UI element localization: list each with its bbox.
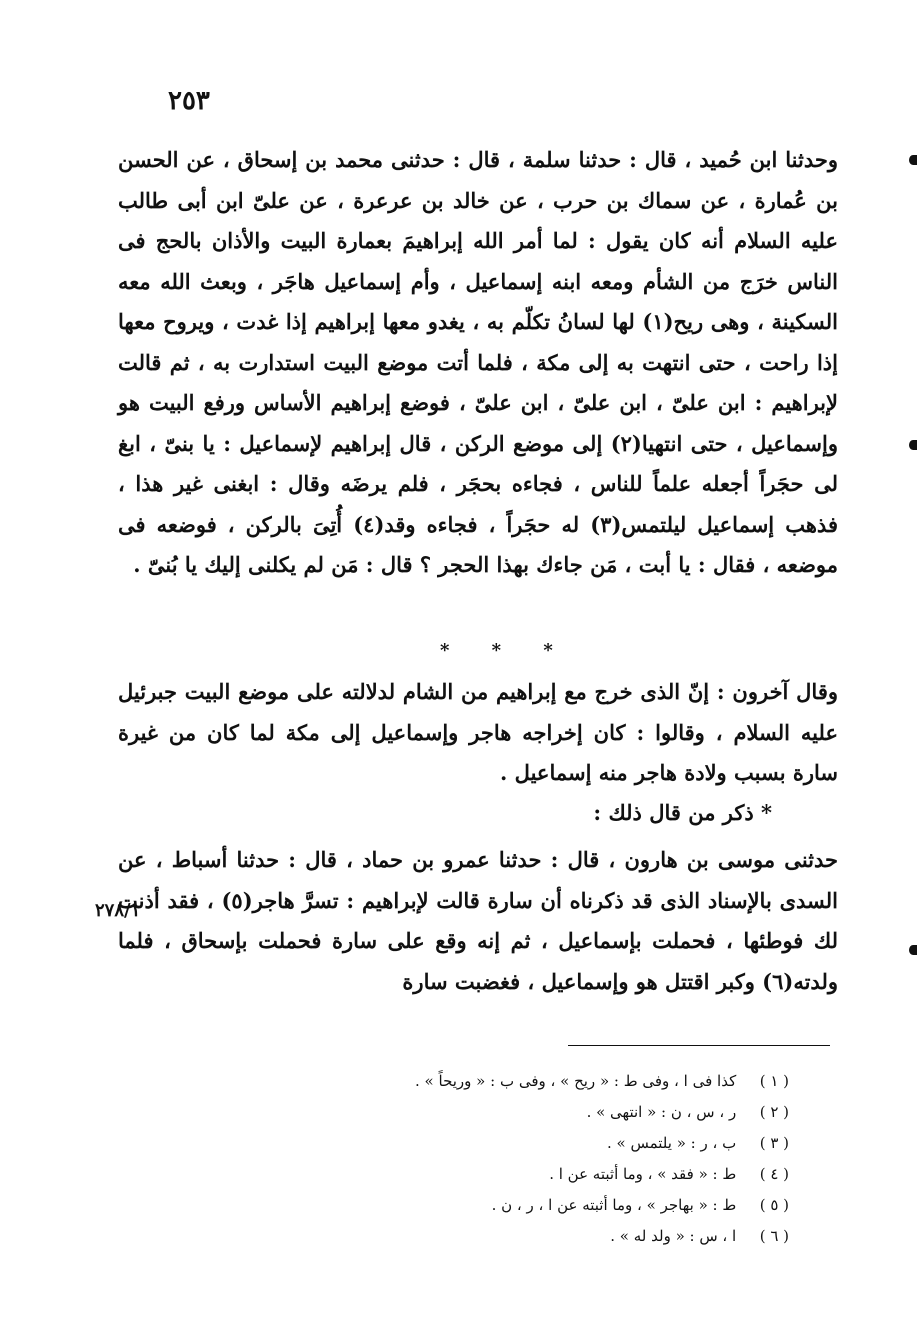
footnote-number: ( ٥ ) xyxy=(759,1196,789,1214)
section-separator: * * * xyxy=(440,640,571,661)
footnote-item xyxy=(229,1159,789,1190)
footnotes xyxy=(229,1066,789,1252)
footnote-item xyxy=(229,1221,789,1252)
footnote-number: ( ٢ ) xyxy=(759,1103,789,1121)
body-paragraph-1 xyxy=(118,140,838,586)
body-paragraph-3 xyxy=(118,840,838,1002)
footnote-text: ب ، ر : « يلتمس » . xyxy=(606,1134,737,1152)
footnote-text: كذا فى ا ، وفى ط : « ريح » ، وفى ب : « وريحاً » . xyxy=(415,1072,737,1090)
footnote-number: ( ٤ ) xyxy=(759,1165,789,1183)
footnote-text: ط : « فقد » ، وما أثبته عن ا . xyxy=(549,1165,737,1183)
footnote-number: ( ١ ) xyxy=(759,1072,789,1090)
mention-heading: * ذكر من قال ذلك : xyxy=(593,800,772,825)
footnote-item xyxy=(229,1066,789,1097)
footnote-text: ط : « بهاجر » ، وما أثبته عن ا ، ر ، ن . xyxy=(491,1196,737,1214)
footnote-item xyxy=(229,1097,789,1128)
footnote-text: ر ، س ، ن : « انتهى » . xyxy=(586,1103,737,1121)
paragraph-text: وحدثنا ابن حُميد ، قال : حدثنا سلمة ، قال : حدثنى محمد بن إسحاق ، عن الحسن بن عُمارة ، عن سماك بن حرب ، عن خالد بن عرعرة ، عن علىّ ابن أبى طالب عليه السلام أنه كان يقول : لما أمر الله إبراهيمَ بعمارة البيت والأذان بالحج فى الناس خرَج من الشأم ومعه ابنه إسماعيل ، وأم إسماعيل هاجَر ، وبعث الله معه السكينة ، وهى ريح(١) لها لسانُ تكلّم به ، يغدو معها إبراهيم إذا غدت ، ويروح معها إذا راحت ، حتى انتهت به إلى مكة ، فلما أتت موضع البيت استدارت به ، ثم قالت لإبراهيم : ابن علىّ ، ابن علىّ ، ابن علىّ ، فوضع إبراهيم الأساس ورفع البيت هو وإسماعيل ، حتى انتهيا(٢) إلى موضع الركن ، قال إبراهيم لإسماعيل : يا بنىّ ، ابغ لى حجَراً أجعله علماً للناس ، فجاءه بحجَر ، فلم يرضَه وقال : ابغنى غير هذا ، فذهب إسماعيل ليلتمس(٣) له حجَراً ، فجاءه وقد(٤) أُتِىَ بالركن ، فوضعه فى موضعه ، فقال : يا أبت ، مَن جاءك بهذا الحجر ؟ قال : مَن لم يكلنى إليك يا بُنىّ . xyxy=(118,147,839,577)
scan-edge-mark xyxy=(909,945,917,955)
footnote-item xyxy=(229,1190,789,1221)
footnote-text: ا ، س : « ولد له » . xyxy=(610,1227,737,1245)
margin-reference: ٢٧٨/١ xyxy=(95,900,141,921)
paragraph-text: حدثنى موسى بن هارون ، قال : حدثنا عمرو بن حماد ، قال : حدثنا أسباط ، عن السدى بالإسناد الذى قد ذكرناه أن سارة قالت لإبراهيم : تسرَّ هاجر(٥) ، فقد أذنت لك فوطئها ، فحملت بإسماعيل ، ثم إنه وقع على سارة فحملت بإسحاق ، فلما ولدته(٦) وكبر اقتتل هو وإسماعيل ، فغضبت سارة xyxy=(118,847,839,994)
paragraph-text: وقال آخرون : إنّ الذى خرج مع إبراهيم من الشام لدلالته على موضع البيت جبرئيل عليه السلام ، وقالوا : كان إخراجه هاجر وإسماعيل إلى مكة لما كان من غيرة سارة بسبب ولادة هاجر منه إسماعيل . xyxy=(118,679,838,785)
body-paragraph-2 xyxy=(118,672,838,794)
footnote-number: ( ٣ ) xyxy=(759,1134,789,1152)
scan-edge-mark xyxy=(909,440,917,450)
footnote-item xyxy=(229,1128,789,1159)
page-number: ٢٥٣ xyxy=(168,86,210,116)
scan-edge-mark xyxy=(909,155,917,165)
footnote-number: ( ٦ ) xyxy=(759,1227,789,1245)
footnote-divider xyxy=(568,1045,830,1046)
